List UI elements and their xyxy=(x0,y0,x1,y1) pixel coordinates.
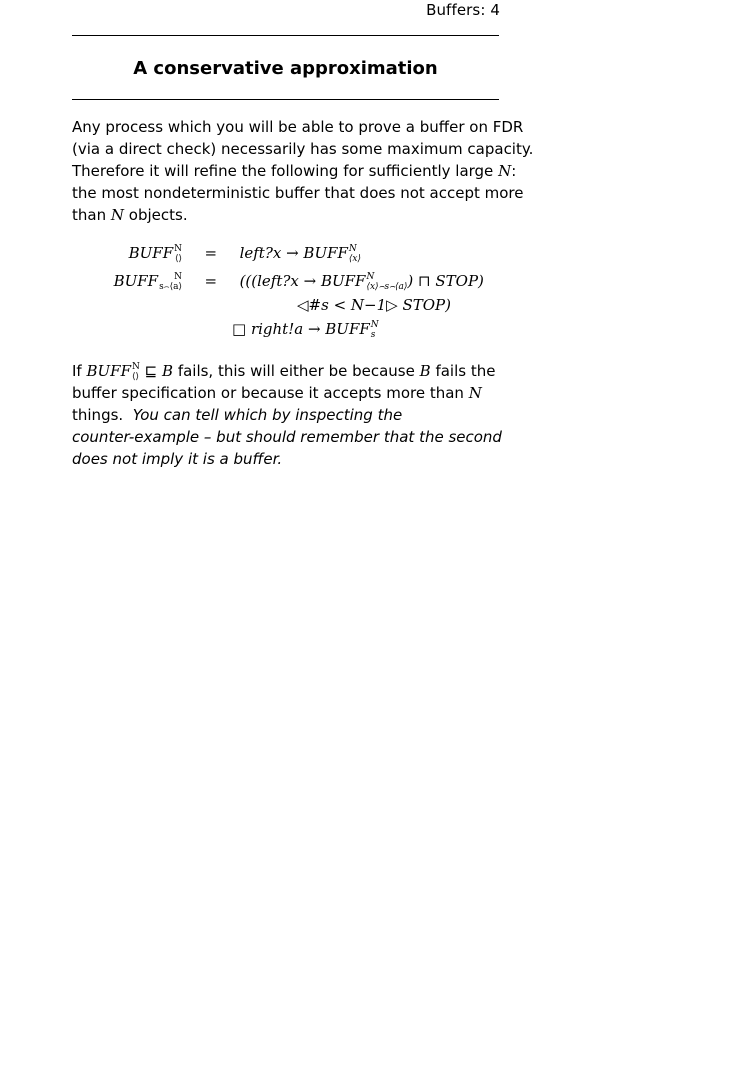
conclusion-paragraph xyxy=(72,360,512,470)
paragraph-line: things. You can tell which by inspecting the xyxy=(72,406,403,424)
paragraph-line: than N objects. xyxy=(72,206,188,224)
paragraph-line: counter-example – but should remember that the second xyxy=(72,428,502,446)
paragraph-line: Any process which you will be able to prove a buffer on FDR xyxy=(72,118,524,136)
paragraph-line: the most nondeterministic buffer that does not accept more xyxy=(72,184,524,202)
paragraph-line: does not imply it is a buffer. xyxy=(72,450,283,468)
paragraph-line: Therefore it will refine the following for sufficiently large N: xyxy=(72,162,517,180)
page-header: Buffers: 4 xyxy=(426,1,500,19)
paragraph-line: If BUFF N ⟨⟩ ⊑ B fails, this will either be because B fails the xyxy=(72,361,496,382)
paragraph-line: (via a direct check) necessarily has some maximum capacity. xyxy=(72,140,534,158)
intro-paragraph xyxy=(72,116,534,226)
paragraph-line: buffer specification or because it accepts more than N xyxy=(72,384,482,402)
var-n: N xyxy=(498,162,512,180)
equation-rhs: (((left?x → BUFF N ⟨x⟩⌢s⌢⟨a⟩ ) ⊓ STOP) xyxy=(239,272,484,292)
title-rule-top xyxy=(72,35,499,36)
equation-line-3: ◁#s < N−1▷ STOP) xyxy=(297,296,451,314)
equation-rhs: left?x → BUFF N ⟨x⟩ xyxy=(239,244,362,264)
equation-lhs: BUFF N s⌢⟨a⟩ xyxy=(113,272,182,292)
title-rule-bottom xyxy=(72,99,499,100)
equation-equals: = xyxy=(204,272,218,290)
equation-equals: = xyxy=(204,244,218,262)
var-n: N xyxy=(468,384,482,402)
equation-line-4: □ right!a → BUFF N s xyxy=(232,320,379,340)
equation-line-1 xyxy=(72,244,361,264)
equation-lhs: BUFF N ⟨⟩ xyxy=(128,244,182,264)
equation-line-2 xyxy=(72,272,484,292)
var-n: N xyxy=(110,206,124,224)
slide-title: A conservative approximation xyxy=(133,58,438,79)
